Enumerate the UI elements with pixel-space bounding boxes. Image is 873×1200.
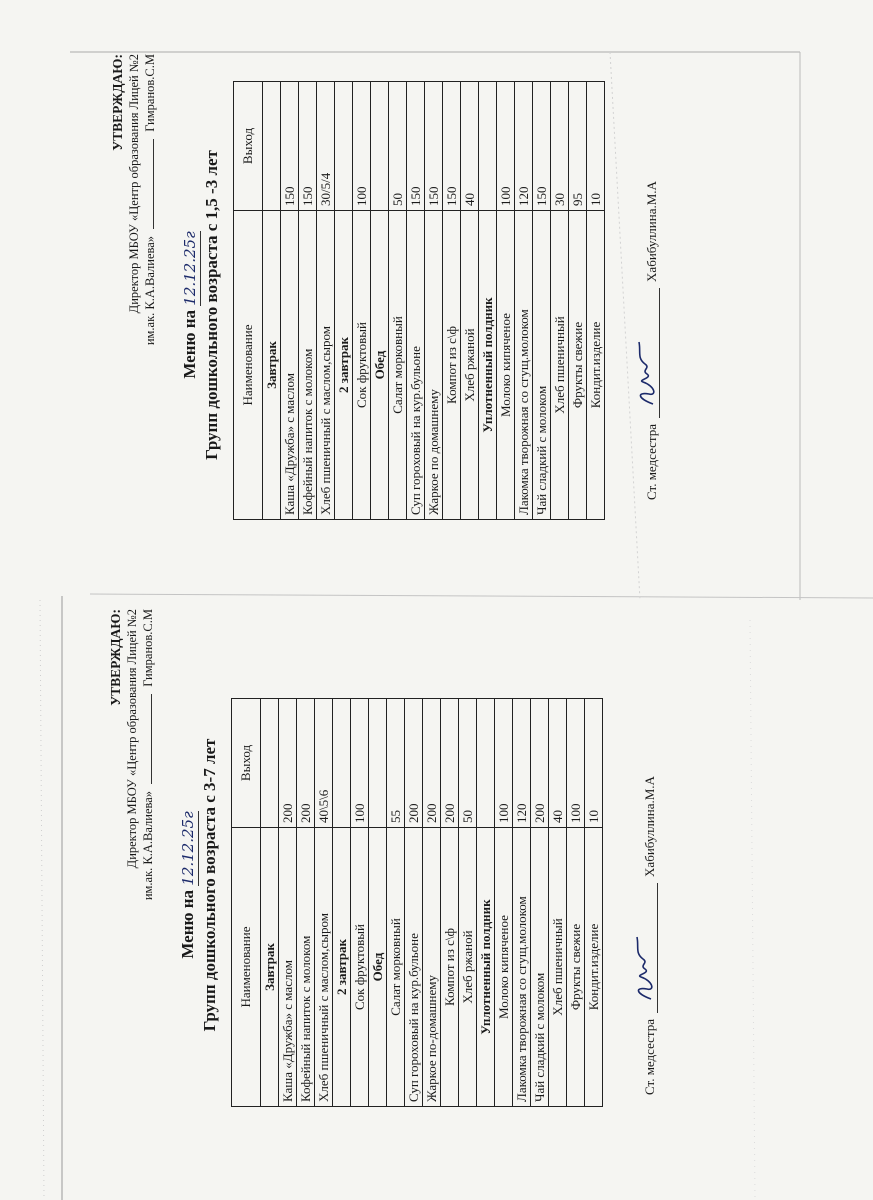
table-row	[549, 699, 567, 1107]
signature-blank	[151, 694, 152, 784]
table-row	[423, 699, 441, 1107]
table-row	[351, 699, 369, 1107]
dish-output: 200	[279, 699, 297, 828]
handwritten-signature	[631, 923, 657, 1003]
dish-name: Кофейный напиток с молоком	[299, 211, 317, 520]
table-row	[407, 82, 425, 520]
dish-name: Жаркое по-домашнему	[423, 828, 441, 1107]
dish-name: Кондит.изделие	[585, 828, 603, 1107]
menu-label: Меню на	[180, 309, 199, 379]
section-row	[333, 699, 351, 1107]
dish-output: 200	[297, 699, 315, 828]
dish-name: Обед	[371, 211, 389, 520]
menu-date: 12.12.25г	[181, 231, 199, 306]
approval-org: им.ак. К.А.Валиева»	[141, 790, 155, 901]
table-row	[315, 699, 333, 1107]
dish-output	[333, 699, 351, 828]
dish-name: Каша «Дружба» с маслом	[281, 211, 299, 520]
dish-name: Жаркое по домашнему	[425, 211, 443, 520]
section-row	[477, 699, 495, 1107]
dish-name: Фрукты свежие	[567, 828, 585, 1107]
dish-output: 150	[299, 82, 317, 211]
approval-org: им.ак. К.А.Валиева»	[143, 235, 157, 346]
table-row	[551, 82, 569, 520]
group-title: Групп дошкольного возраста с 3-7 лет	[200, 738, 219, 1032]
table-row	[317, 82, 335, 520]
handwritten-signature	[633, 328, 659, 408]
approval-title: УТВЕРЖДАЮ:	[110, 54, 125, 151]
table-row	[585, 699, 603, 1107]
nurse-name: Хабибуллина.М.А	[644, 181, 659, 282]
table-row	[279, 699, 297, 1107]
dish-name: Завтрак	[261, 828, 279, 1107]
dish-output: 100	[567, 699, 585, 828]
dish-name: Хлеб пшеничный с маслом,сыром	[317, 211, 335, 520]
dish-output	[477, 699, 495, 828]
dish-output: 30/5/4	[317, 82, 335, 211]
dish-output: 50	[389, 82, 407, 211]
dish-name: Хлеб ржаной	[459, 828, 477, 1107]
dish-name: Завтрак	[263, 211, 281, 520]
approval-block	[108, 605, 156, 1165]
dish-output: 100	[495, 699, 513, 828]
dish-name: Кофейный напиток с молоком	[297, 828, 315, 1107]
dish-output: 10	[587, 82, 605, 211]
table-row	[459, 699, 477, 1107]
dish-output: 120	[515, 82, 533, 211]
table-row	[461, 82, 479, 520]
dish-output: 150	[533, 82, 551, 211]
table-row	[297, 699, 315, 1107]
dish-output: 150	[443, 82, 461, 211]
menu-sheet-3-7	[108, 605, 668, 1165]
dish-name: Компот из с\ф	[441, 828, 459, 1107]
table-row	[531, 699, 549, 1107]
menu-sheet-1-5-3	[110, 50, 830, 560]
dish-name: 2 завтрак	[335, 211, 353, 520]
director-name: Гимранов.С.М	[141, 609, 155, 687]
dish-name: Хлеб пшеничный с маслом,сыром	[315, 828, 333, 1107]
dish-name: Компот из с\ф	[443, 211, 461, 520]
dish-output: 40	[461, 82, 479, 211]
sheet-separator	[90, 594, 873, 598]
dish-name: Хлеб ржаной	[461, 211, 479, 520]
table-row	[497, 82, 515, 520]
nurse-signature	[639, 50, 660, 500]
dish-name: Кондит.изделие	[587, 211, 605, 520]
dish-output	[261, 699, 279, 828]
dish-output	[263, 82, 281, 211]
dish-output	[335, 82, 353, 211]
dish-name: Уплотненный полдник	[477, 828, 495, 1107]
dish-name: Салат морковный	[389, 211, 407, 520]
dish-name: Хлеб пшеничный	[551, 211, 569, 520]
dish-name: Лакомка творожная со сгущ.молоком	[513, 828, 531, 1107]
menu-table	[233, 81, 605, 520]
dish-name: Лакомка творожная со сгущ.молоком	[515, 211, 533, 520]
approval-line-1: Директор МБОУ «Центр образования Лицей №2	[127, 54, 141, 314]
dish-output: 95	[569, 82, 587, 211]
approval-title: УТВЕРЖДАЮ:	[108, 609, 123, 706]
dish-output: 200	[531, 699, 549, 828]
approval-line-1: Директор МБОУ «Центр образования Лицей №2	[125, 609, 139, 869]
dish-output	[479, 82, 497, 211]
dish-output: 100	[351, 699, 369, 828]
table-row	[425, 82, 443, 520]
table-row	[441, 699, 459, 1107]
menu-heading	[178, 605, 199, 1165]
menu-table-body	[261, 699, 603, 1107]
table-row	[405, 699, 423, 1107]
signature-mark	[639, 288, 660, 418]
dish-output: 100	[497, 82, 515, 211]
table-row	[495, 699, 513, 1107]
table-row	[533, 82, 551, 520]
table-row	[567, 699, 585, 1107]
table-row	[513, 699, 531, 1107]
nurse-signature	[637, 605, 658, 1095]
dish-name: Салат морковный	[387, 828, 405, 1107]
dish-name: Сок фруктовый	[353, 211, 371, 520]
approval-line-2	[140, 609, 156, 1165]
dish-output: 200	[405, 699, 423, 828]
dish-output: 150	[407, 82, 425, 211]
dish-name: Молоко кипяченое	[497, 211, 515, 520]
dish-output: 120	[513, 699, 531, 828]
nurse-name: Хабибуллина.М.А	[642, 776, 657, 877]
column-name-header: Наименование	[232, 828, 261, 1107]
table-header	[234, 82, 263, 520]
nurse-label: Ст. медсестра	[644, 423, 659, 500]
table-row	[353, 82, 371, 520]
dish-name: Уплотненный полдник	[479, 211, 497, 520]
dish-name: Обед	[369, 828, 387, 1107]
table-row	[515, 82, 533, 520]
dish-name: Фрукты свежие	[569, 211, 587, 520]
section-row	[369, 699, 387, 1107]
group-title: Групп дошкольного возраста с 1,5 -3 лет	[202, 150, 221, 460]
menu-table	[231, 698, 603, 1107]
dish-output: 200	[423, 699, 441, 828]
dish-name: 2 завтрак	[333, 828, 351, 1107]
column-name-header: Наименование	[234, 211, 263, 520]
signature-blank	[153, 139, 154, 229]
nurse-label: Ст. медсестра	[642, 1018, 657, 1095]
dish-output: 150	[425, 82, 443, 211]
dish-name: Суп гороховый на кур.бульоне	[405, 828, 423, 1107]
dish-output: 10	[585, 699, 603, 828]
menu-table-body	[263, 82, 605, 520]
dish-output: 55	[387, 699, 405, 828]
dish-output: 200	[441, 699, 459, 828]
menu-label: Меню на	[178, 889, 197, 959]
section-row	[371, 82, 389, 520]
table-row	[281, 82, 299, 520]
dish-output: 40\5\6	[315, 699, 333, 828]
dish-output	[371, 82, 389, 211]
table-header	[232, 699, 261, 1107]
dish-output: 100	[353, 82, 371, 211]
dish-output	[369, 699, 387, 828]
table-row	[299, 82, 317, 520]
director-name: Гимранов.С.М	[143, 54, 157, 132]
section-row	[261, 699, 279, 1107]
dish-name: Хлеб пшеничный	[549, 828, 567, 1107]
dish-name: Каша «Дружба» с маслом	[279, 828, 297, 1107]
dish-output: 50	[459, 699, 477, 828]
table-row	[587, 82, 605, 520]
dish-output: 30	[551, 82, 569, 211]
column-out-header: Выход	[234, 82, 263, 211]
dish-name: Суп гороховый на кур.бульоне	[407, 211, 425, 520]
dish-name: Сок фруктовый	[351, 828, 369, 1107]
approval-line-2	[142, 54, 158, 560]
section-row	[479, 82, 497, 520]
table-row	[569, 82, 587, 520]
dish-output: 150	[281, 82, 299, 211]
column-out-header: Выход	[232, 699, 261, 828]
dish-output: 40	[549, 699, 567, 828]
menu-heading	[180, 50, 201, 560]
dish-name: Молоко кипяченое	[495, 828, 513, 1107]
table-row	[387, 699, 405, 1107]
section-row	[263, 82, 281, 520]
table-row	[389, 82, 407, 520]
menu-date: 12.12.25г	[179, 811, 197, 886]
signature-mark	[637, 883, 658, 1013]
dish-name: Чай сладкий с молоком	[533, 211, 551, 520]
dish-name: Чай сладкий с молоком	[531, 828, 549, 1107]
table-row	[443, 82, 461, 520]
approval-block	[110, 50, 158, 560]
section-row	[335, 82, 353, 520]
